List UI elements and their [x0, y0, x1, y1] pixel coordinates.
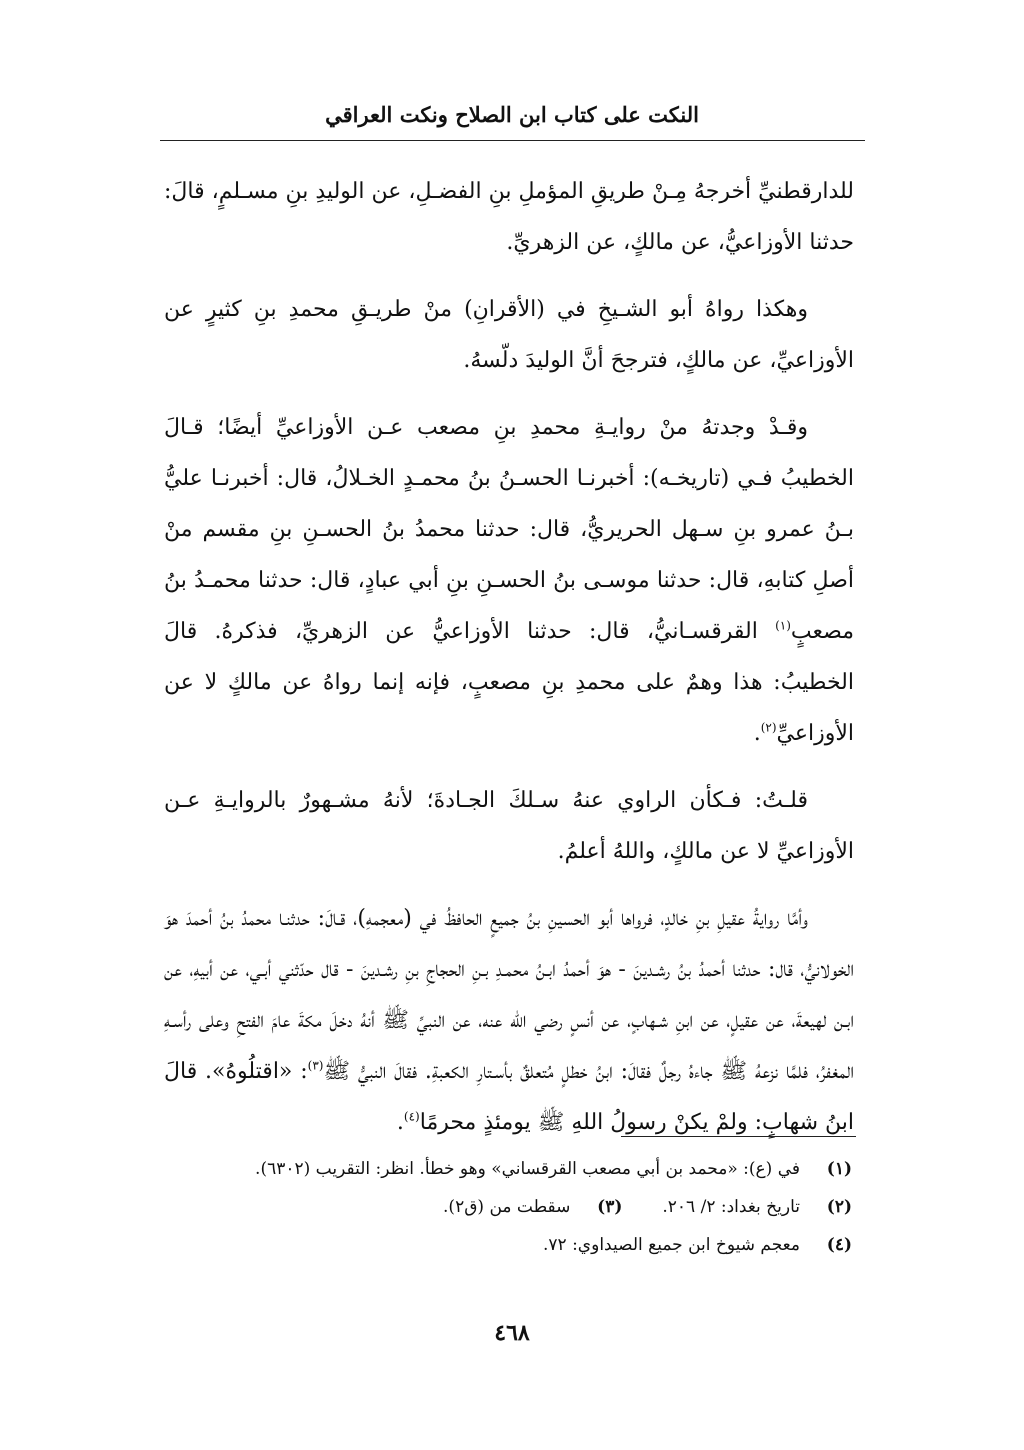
footnote-divider: [621, 1136, 856, 1137]
footnote-item: [162, 1188, 852, 1226]
footnote-text: معجم شيوخ ابن جميع الصيداوي: ٧٢.: [543, 1235, 800, 1255]
footnote-marker[interactable]: (٢): [760, 720, 777, 735]
header-divider: [160, 140, 865, 141]
running-header: النكت على كتاب ابن الصلاح ونكت العراقي: [325, 102, 699, 127]
paragraph-text: .: [753, 721, 761, 746]
paragraph: قلـتُ: فـكأن الراوي عنهُ سـلكَ الجـادةَ؛ لأنهُ مشـهورٌ بالروايـةِ عـن الأوزاعيِّ لا عن مالكٍ، واللهُ أعلمُ.: [164, 788, 854, 864]
footnote-marker[interactable]: (٤): [403, 1109, 420, 1124]
paragraph-text: وقـدْ وجدتهُ منْ روايـةِ محمدِ بنِ مصعب عـن الأوزاعيِّ أيضًا؛ قـالَ الخطيبُ فـي (تاريخـه): أخبرنـا الحسـنُ بنُ محمـدٍ الخـلالُ، قال: أخبرنـا عليُّ بـنُ عمرو بنِ سـهل الحريريُّ، قال: حدثنا محمدُ بنُ الحسـنِ بنِ مقسم منْ أصلِ كتابهِ، قال: حدثنا موسـى بنُ الحسـنِ بنِ أبي عبادٍ، قال: حدثنا محمـدُ بنُ مصعبٍ: [164, 415, 854, 644]
footnote-number: (٢): [826, 1197, 852, 1217]
paragraph-text: القرقسـانيُّ، قال: حدثنا الأوزاعيُّ عن الزهريِّ، فذكرهُ. قالَ الخطيبُ: هذا وهمٌ على محمدِ بنِ مصعبٍ، فإنه إنما رواهُ عن مالكٍ لا عن الأوزاعيِّ: [164, 619, 854, 746]
footnote-marker[interactable]: (١): [775, 618, 791, 633]
paragraph-text: : «اقتلُوهُ». قالَ ابنُ شهابٍ: ولمْ يكنْ رسولُ اللهِ ﷺ يومئذٍ محرمًا: [164, 1059, 854, 1135]
footnote-item: [162, 1226, 852, 1264]
footnote-number: (٤): [826, 1235, 852, 1255]
footnote-item: [162, 1150, 852, 1188]
paragraph-text: .: [396, 1110, 404, 1135]
paragraph: وهكذا رواهُ أبو الشـيخِ في (الأقرانِ) منْ طريـقِ محمدِ بنِ كثيرٍ عن الأوزاعيِّ، عن مالكٍ، فترجحَ أنَّ الوليدَ دلّسهُ.: [164, 297, 854, 373]
footnote-number: (١): [826, 1159, 852, 1179]
footnote-text: في (ع): «محمد بن أبي مصعب القرقساني» وهو خطأ. انظر: التقريب (٦٣٠٢).: [255, 1159, 800, 1179]
footnotes: [162, 1150, 852, 1264]
footnote-text: سقطت من (ق٢).: [443, 1197, 571, 1217]
paragraph: [164, 402, 854, 759]
footnote-number: (٣): [597, 1197, 623, 1217]
footnote-marker[interactable]: (٣): [307, 1058, 324, 1073]
footnote-text: تاريخ بغداد: ٢/ ٢٠٦.: [662, 1197, 800, 1217]
paragraph: [164, 893, 854, 1148]
main-text: [164, 166, 854, 1164]
paragraph: للدارقطنيِّ أخرجهُ مِـنْ طريقِ المؤملِ بنِ الفضـلِ، عن الوليدِ بنِ مسـلمٍ، قالَ: حدثنا الأوزاعيُّ، عن مالكٍ، عن الزهريِّ.: [164, 179, 854, 255]
page-number: ٤٦٨: [494, 1320, 530, 1346]
paragraph-text: وأمَّا روايةُ عقيلِ بنِ خالدٍ، فرواها أبو الحسينِ بنُ جميعٍ الحافظُ في (معجمهِ)، قـالَ: حدثنـا محمدُ بنُ أحمدَ هوَ الخولانيُّ، قال: حدثنا أحمدُ بنُ رشـدينَ - هوَ أحمدُ ابـنُ محمـدِ بـنِ الحجاجِ بنِ رشـدينَ - قال حدّثني أبـي، عن أبيهِ، عن ابـن لهيعةَ، عن عقيلٍ، عن ابنِ شـهابٍ، عن أنسٍ رضي الله عنه، عن النبيِّ ﷺ أنهُ دخلَ مكةَ عامَ الفتحِ وعلى رأسـهِ المغفرُ، فلمَّا نزعهُ ﷺ جاءهُ رجلٌ فقالَ: ابنُ خطلٍ مُتعلقٌ بأسـتارِ الكعبةِ. فقالَ النبيُّ ﷺ: [164, 906, 854, 1084]
